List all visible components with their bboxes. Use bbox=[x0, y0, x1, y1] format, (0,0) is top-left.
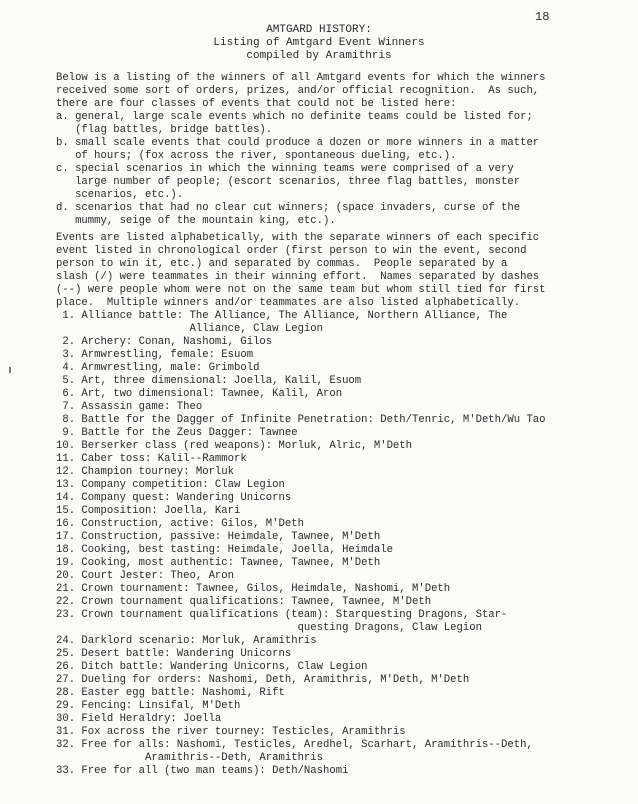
event-item bbox=[56, 531, 616, 544]
event-line: 31. Fox across the river tourney: Testicles, Aramithris bbox=[56, 726, 406, 738]
event-line: 22. Crown tournament qualifications: Tawnee, Tawnee, M'Deth bbox=[56, 596, 432, 608]
intro-line: scenarios, etc.). bbox=[56, 189, 184, 201]
event-line: 28. Easter egg battle: Nashomi, Rift bbox=[56, 687, 285, 699]
document-title: AMTGARD HISTORY: bbox=[266, 24, 372, 36]
event-item bbox=[56, 570, 616, 583]
event-line: Alliance, Claw Legion bbox=[56, 323, 324, 335]
event-item bbox=[56, 440, 616, 453]
explanation-line: Events are listed alphabetically, with the separate winners of each specific bbox=[56, 232, 540, 244]
event-item bbox=[56, 375, 616, 388]
event-line: 18. Cooking, best tasting: Heimdale, Joella, Heimdale bbox=[56, 544, 393, 556]
event-item bbox=[56, 310, 616, 336]
intro-line: large number of people; (escort scenarios, three flag battles, monster bbox=[56, 176, 521, 188]
page-number: 18 bbox=[535, 10, 550, 24]
event-item bbox=[56, 700, 616, 713]
event-item bbox=[56, 401, 616, 414]
event-line: 27. Dueling for orders: Nashomi, Deth, Aramithris, M'Deth, M'Deth bbox=[56, 674, 470, 686]
event-line: 24. Darklord scenario: Morluk, Aramithris bbox=[56, 635, 317, 647]
event-line: 15. Composition: Joella, Kari bbox=[56, 505, 241, 517]
event-line: 13. Company competition: Claw Legion bbox=[56, 479, 285, 491]
event-line: 4. Armwrestling, male: Grimbold bbox=[56, 362, 260, 374]
event-line: 33. Free for all (two man teams): Deth/Nashomi bbox=[56, 765, 349, 777]
event-line: 20. Court Jester: Theo, Aron bbox=[56, 570, 235, 582]
intro-paragraph bbox=[56, 72, 616, 228]
event-item bbox=[56, 765, 616, 778]
event-item bbox=[56, 492, 616, 505]
event-item bbox=[56, 349, 616, 362]
event-line: 30. Field Heraldry: Joella bbox=[56, 713, 222, 725]
event-item bbox=[56, 661, 616, 674]
event-line: 14. Company quest: Wandering Unicorns bbox=[56, 492, 292, 504]
event-line: 12. Champion tourney: Morluk bbox=[56, 466, 235, 478]
event-item bbox=[56, 583, 616, 596]
intro-line: there are four classes of events that could not be listed here: bbox=[56, 98, 457, 110]
event-item bbox=[56, 518, 616, 531]
event-line: 25. Desert battle: Wandering Unicorns bbox=[56, 648, 292, 660]
event-line: 11. Caber toss: Kalil--Rammork bbox=[56, 453, 247, 465]
event-line: 2. Archery: Conan, Nashomi, Gilos bbox=[56, 336, 273, 348]
event-line: 9. Battle for the Zeus Dagger: Tawnee bbox=[56, 427, 298, 439]
event-line: 5. Art, three dimensional: Joella, Kalil, Esuom bbox=[56, 375, 362, 387]
intro-line: d. scenarios that had no clear cut winners; (space invaders, curse of the bbox=[56, 202, 521, 214]
margin-mark bbox=[9, 367, 11, 373]
event-item bbox=[56, 713, 616, 726]
intro-line: mummy, seige of the mountain king, etc.). bbox=[56, 215, 336, 227]
intro-line: (flag battles, bridge battles). bbox=[56, 124, 273, 136]
event-line: questing Dragons, Claw Legion bbox=[56, 622, 482, 634]
event-line: 6. Art, two dimensional: Tawnee, Kalil, Aron bbox=[56, 388, 343, 400]
event-line: 29. Fencing: Linsifal, M'Deth bbox=[56, 700, 241, 712]
event-item bbox=[56, 362, 616, 375]
event-item bbox=[56, 414, 616, 427]
event-item bbox=[56, 635, 616, 648]
event-line: 32. Free for alls: Nashomi, Testicles, Aredhel, Scarhart, Aramithris--Deth, bbox=[56, 739, 533, 751]
intro-line: a. general, large scale events which no definite teams could be listed for; bbox=[56, 111, 533, 123]
event-item bbox=[56, 726, 616, 739]
event-line: 10. Berserker class (red weapons): Morluk, Alric, M'Deth bbox=[56, 440, 413, 452]
event-item bbox=[56, 388, 616, 401]
event-list bbox=[56, 310, 616, 778]
intro-line: c. special scenarios in which the winning teams were comprised of a very bbox=[56, 163, 514, 175]
event-item bbox=[56, 557, 616, 570]
event-item bbox=[56, 596, 616, 609]
explanation-line: place. Multiple winners and/or teammates are also listed alphabetically. bbox=[56, 297, 521, 309]
event-line: Aramithris--Deth, Aramithris bbox=[56, 752, 324, 764]
event-item bbox=[56, 674, 616, 687]
event-item bbox=[56, 609, 616, 635]
explanation-paragraph bbox=[56, 232, 616, 310]
explanation-line: (--) were people whom were not on the same team but whom still tied for first bbox=[56, 284, 546, 296]
event-item bbox=[56, 453, 616, 466]
event-line: 17. Construction, passive: Heimdale, Tawnee, M'Deth bbox=[56, 531, 381, 543]
intro-line: Below is a listing of the winners of all Amtgard events for which the winners bbox=[56, 72, 546, 84]
explanation-line: slash (/) were teammates in their winning effort. Names separated by dashes bbox=[56, 271, 540, 283]
event-item bbox=[56, 648, 616, 661]
document-subtitle: Listing of Amtgard Event Winners bbox=[213, 37, 425, 49]
event-item bbox=[56, 544, 616, 557]
document-author: compiled by Aramithris bbox=[246, 50, 392, 62]
intro-line: of hours; (fox across the river, spontaneous dueling, etc.). bbox=[56, 150, 457, 162]
event-line: 7. Assassin game: Theo bbox=[56, 401, 203, 413]
event-item bbox=[56, 687, 616, 700]
intro-line: b. small scale events that could produce a dozen or more winners in a matter bbox=[56, 137, 540, 149]
event-item bbox=[56, 336, 616, 349]
event-line: 23. Crown tournament qualifications (team): Starquesting Dragons, Star- bbox=[56, 609, 508, 621]
event-item bbox=[56, 427, 616, 440]
event-line: 21. Crown tournament: Tawnee, Gilos, Heimdale, Nashomi, M'Deth bbox=[56, 583, 451, 595]
event-line: 8. Battle for the Dagger of Infinite Penetration: Deth/Tenric, M'Deth/Wu Tao bbox=[56, 414, 546, 426]
event-line: 26. Ditch battle: Wandering Unicorns, Claw Legion bbox=[56, 661, 368, 673]
event-line: 3. Armwrestling, female: Esuom bbox=[56, 349, 254, 361]
event-item bbox=[56, 466, 616, 479]
event-item bbox=[56, 739, 616, 765]
event-item bbox=[56, 479, 616, 492]
event-line: 16. Construction, active: Gilos, M'Deth bbox=[56, 518, 304, 530]
event-line: 19. Cooking, most authentic: Tawnee, Tawnee, M'Deth bbox=[56, 557, 381, 569]
intro-line: received some sort of orders, prizes, and/or official recognition. As such, bbox=[56, 85, 540, 97]
event-item bbox=[56, 505, 616, 518]
explanation-line: person to win it, etc.) and separated by commas. People separated by a bbox=[56, 258, 508, 270]
explanation-line: event listed in chronological order (first person to win the event, second bbox=[56, 245, 527, 257]
event-line: 1. Alliance battle: The Alliance, The Alliance, Northern Alliance, The bbox=[56, 310, 508, 322]
